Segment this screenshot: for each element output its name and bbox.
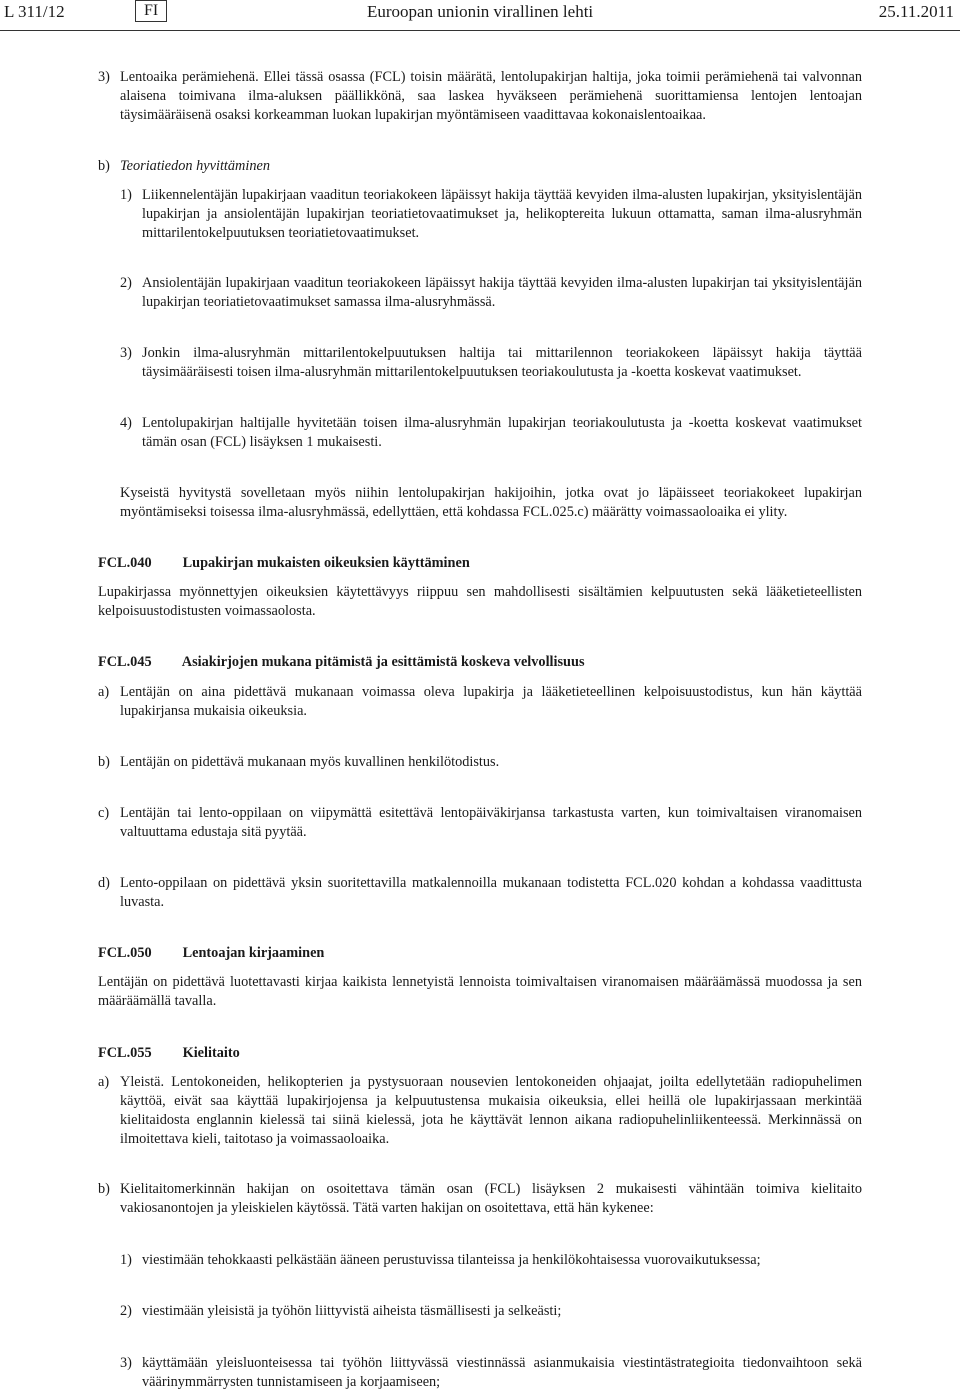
item-text: Lentäjän on aina pidettävä mukanaan voimassa oleva lupakirja ja lääketieteellinen kelpoisuustodistus, kun hän käyttää lupakirjansa mukaisia oikeuksia. (120, 684, 862, 719)
item-text: Lentäjän on pidettävä mukanaan myös kuvallinen henkilötodistus. (120, 754, 500, 770)
item-label: 3) (120, 1355, 132, 1371)
section-title: Lentoajan kirjaaminen (182, 945, 325, 961)
item-text: viestimään tehokkaasti pelkästään ääneen perustuvissa tilanteissa ja henkilökohtaisessa vuorovaikutuksessa; (142, 1252, 761, 1268)
item-label: 2) (120, 1303, 132, 1319)
item-text: Lentoaika perämiehenä. Ellei tässä osassa (FCL) toisin määrätä, lentolupakirjan haltija, joka toimii perämiehenä tai valvonnan alaisena toimivana ilma-aluksen päällikkönä, saa laskea hyväkseen perämiehenä suorittamiensa lentojen lentoajan täysimääräisenä osaksi korkeamman luokan lupakirjan myöntämiseen vaadittavaa kokonaislentoaikaa. (120, 69, 862, 123)
item-text: käyttämään yleisluonteisessa tai työhön liittyvässä viestinnässä asianmukaisia viestintästrategioita tiedonvaihtoon sekä väärinymmärrysten tunnistamiseen ja korjaamiseen; (142, 1355, 862, 1390)
item-label: b) (98, 1181, 110, 1197)
section-code: FCL.050 (98, 945, 152, 961)
section-heading-fcl040 (98, 554, 470, 573)
item-label: a) (98, 1074, 110, 1090)
item-label: 1) (120, 187, 132, 203)
item-text: Ansiolentäjän lupakirjaan vaaditun teoriakokeen läpäissyt hakija täyttää kevyiden ilma-alusten lupakirjan tai yksityislentäjän lupakirjan teoriatietovaatimukset samassa ilma-alusryhmässä. (142, 275, 862, 310)
item-label: 3) (120, 345, 132, 361)
section-title: Asiakirjojen mukana pitämistä ja esittämistä koskeva velvollisuus (181, 654, 585, 670)
item-label: a) (98, 684, 110, 700)
section-b-title: Teoriatiedon hyvittäminen (120, 158, 270, 174)
item-label: 3) (98, 69, 110, 85)
item-label: 2) (120, 275, 132, 291)
section-b-closing: Kyseistä hyvitystä sovelletaan myös niihin lentolupakirjan hakijoihin, jotka ovat jo läpäisseet teoriakokeet lupakirjan myöntämiseksi toisessa ilma-alusryhmässä, edellyttäen, että kohdassa FCL.025.c) määrätty voimassaoloaika ei ylity. (120, 485, 862, 520)
page-header (0, 0, 960, 30)
item-label: d) (98, 875, 110, 891)
item-label: c) (98, 805, 110, 821)
fcl040-text: Lupakirjassa myönnettyjen oikeuksien käytettävyys riippuu sen mahdollisesti sisältämien kelpuutusten sekä lääketieteellisten kelpoisuustodistusten voimassaolosta. (98, 584, 862, 619)
item-label: 4) (120, 415, 132, 431)
item-text: viestimään yleisistä ja työhön liittyvistä aiheista täsmällisesti ja selkeästi; (142, 1303, 562, 1319)
section-heading-fcl055 (98, 1044, 240, 1063)
section-code: FCL.055 (98, 1045, 152, 1061)
section-code: FCL.045 (98, 654, 152, 670)
item-text: Liikennelentäjän lupakirjaan vaaditun teoriakokeen läpäissyt hakija täyttää kevyiden ilma-alusten lupakirjan, yksityislentäjän lupakirjan ja ansiolentäjän lupakirjan teoriatietovaatimukset ja, helikoptereita lukuun ottamatta, saman ilma-alusryhmän mittarilentokelpuutuksen teoriatietovaatimukset. (142, 187, 862, 241)
item-text: Lento-oppilaan on pidettävä yksin suoritettavilla matkalennoilla mukanaan todistetta FCL.020 kohdan a kohdassa vaadittusta luvasta. (120, 875, 862, 910)
item-label: b) (98, 754, 110, 770)
section-code: FCL.040 (98, 555, 152, 571)
header-rule (0, 30, 960, 31)
section-b-label: b) (98, 158, 110, 174)
section-heading-fcl045 (98, 653, 585, 672)
item-text: Jonkin ilma-alusryhmän mittarilentokelpuutuksen haltija tai mittarilennon teoriakokeen läpäissyt hakija täyttää täysimääräisesti toisen ilma-alusryhmän mittarilentokelpuutuksen teoriakoulutusta ja -koetta koskevat vaatimukset. (142, 345, 862, 380)
item-text: Yleistä. Lentokoneiden, helikopterien ja pystysuoraan nousevien lentokoneiden ohjaajat, joilta edellytetään radiopuhelimen käyttöä, eivät saa käyttää lupakirjojensa ja kelpuutustensa mukaisia oikeuksia, ellei heillä ole lupakirjassaan merkintää kielitaidosta englannin kielessä tai siinä kielessä, jota he käyttävät lennon aikana radiopuhelinliikenteessä. Merkinnässä on ilmoitettava kieli, taitotaso ja voimassaoloaika. (120, 1074, 862, 1147)
item-text: Lentäjän tai lento-oppilaan on viipymättä esitettävä lentopäiväkirjansa tarkastusta varten, kun toimivaltaisen viranomaisen valtuuttama edustaja sitä pyytää. (120, 805, 862, 840)
item-text: Kielitaitomerkinnän hakijan on osoitettava tämän osan (FCL) lisäyksen 2 mukaisesti vähintään toimiva kielitaito vakiosanontojen ja yleiskielen käytössä. Tätä varten hakijan on osoitettava, että hän kykenee: (120, 1181, 862, 1216)
publication-date: 25.11.2011 (878, 2, 954, 21)
fcl050-text: Lentäjän on pidettävä luotettavasti kirjaa kaikista lennetyistä lennoista toimivaltaisen viranomaisen määräämässä muodossa ja sen määräämällä tavalla. (98, 974, 862, 1009)
section-title: Lupakirjan mukaisten oikeuksien käyttäminen (182, 555, 470, 571)
item-text: Lentolupakirjan haltijalle hyvitetään toisen ilma-alusryhmän lupakirjan teoriakoulutusta ja -koetta koskevat vaatimukset tämän osan (FCL) lisäyksen 1 mukaisesti. (142, 415, 862, 450)
language-code: FI (135, 0, 167, 22)
section-title: Kielitaito (182, 1045, 240, 1061)
section-heading-fcl050 (98, 944, 324, 963)
journal-title: Euroopan unionin virallinen lehti (367, 2, 594, 21)
page-number: L 311/12 (4, 2, 65, 21)
item-label: 1) (120, 1252, 132, 1268)
